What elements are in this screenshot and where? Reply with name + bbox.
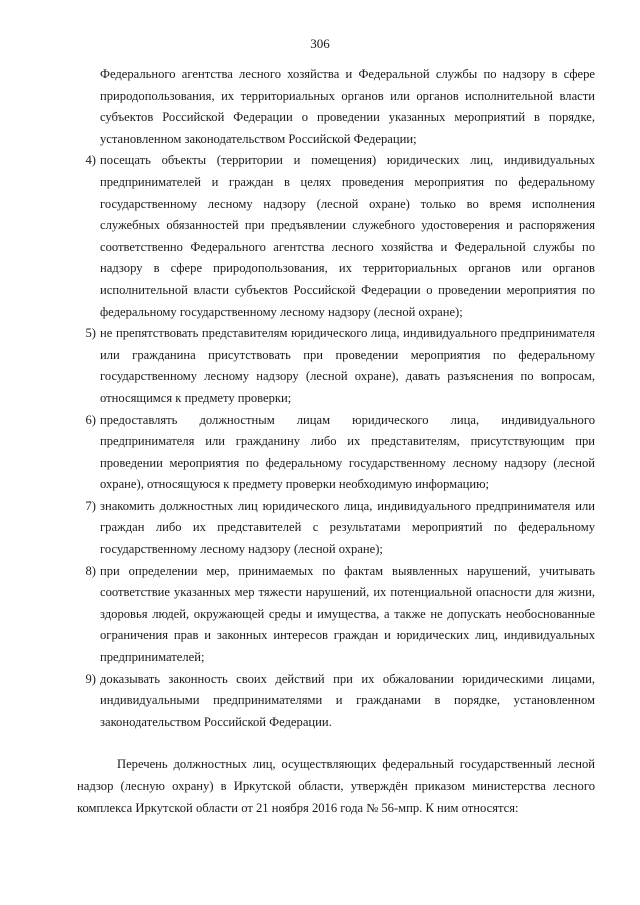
list-item-number-label: 8) [85, 563, 96, 578]
list-item-text: доказывать законность своих действий при их обжаловании юридическими лицами, индивидуальными предпринимателями и гражданами в порядке, установленном законодательством Российской Федерации. [100, 671, 595, 729]
list-item [77, 669, 595, 734]
list-item-number-label: 6) [85, 412, 96, 427]
list-item [77, 150, 595, 323]
list-item-number-label: 5) [85, 326, 96, 341]
list-item-number [77, 561, 100, 669]
list-item-number-label: 7) [85, 498, 96, 513]
list-item-text: посещать объекты (территории и помещения) юридических лиц, индивидуальных предпринимателей и граждан в целях проведения мероприятия по федеральному государственному лесному надзору (лесной охране) только во время исполнения служебных обязанностей при предъявлении служебного удостоверения и распоряжения соответственно Федерального агентства лесного хозяйства и Федеральной службы по надзору в сфере природопользования, их территориальных органов или органов исполнительной власти субъектов Российской Федерации о проведении мероприятия по федеральному государственному лесному надзору (лесной охране); [100, 153, 595, 319]
list-item-number [77, 410, 100, 496]
list-item-number-label: 4) [85, 153, 96, 168]
closing-paragraph: Перечень должностных лиц, осуществляющих федеральный государственный лесной надзор (лесную охрану) в Иркутской области, утверждён приказом министерства лесного комплекса Иркутской области от 21 ноября 2016 года № 56-мпр. К ним относятся: [77, 757, 595, 815]
list-item-number [77, 669, 100, 734]
list-item-number-label: 9) [85, 671, 96, 686]
list-item [77, 410, 595, 496]
list-item [77, 323, 595, 409]
list-item [77, 561, 595, 669]
list-item-number [77, 496, 100, 561]
list-item-text: предоставлять должностным лицам юридического лица, индивидуального предпринимателя или гражданину либо их представителям, присутствующим при проведении мероприятия по федеральному государственному лесному надзору (лесной охране), относящуюся к предмету проверки необходимую информацию; [100, 412, 595, 492]
list-item-text: знакомить должностных лиц юридического лица, индивидуального предпринимателя или граждан либо их представителей с результатами мероприятий по федеральному государственному лесному надзору (лесной охране); [100, 498, 595, 557]
list-item-text: не препятствовать представителям юридического лица, индивидуального предпринимателя или гражданина присутствовать при проведении мероприятия по федеральному государственному лесному надзору (лесной охране), давать разъяснения по вопросам, относящимся к предмету проверки; [100, 326, 595, 405]
list-item [77, 496, 595, 561]
list-item-number [77, 323, 100, 409]
document-body [77, 64, 595, 819]
page-number: 306 [310, 36, 330, 51]
list-item-text: при определении мер, принимаемых по фактам выявленных нарушений, учитывать соответствие указанных мер тяжести нарушений, их потенциальной опасности для жизни, здоровья людей, окружающей среды и имущества, а также не допускать необоснованные ограничения прав и законных интересов граждан и юридических лиц, индивидуальных предпринимателей; [100, 563, 595, 665]
continuation-paragraph: Федерального агентства лесного хозяйства и Федеральной службы по надзору в сфере природопользования, их территориальных органов или органов исполнительной власти субъектов Российской Федерации о проведении указанных мероприятий в порядке, установленном законодательством Российской Федерации; [100, 67, 595, 146]
list-item-number [77, 150, 100, 323]
